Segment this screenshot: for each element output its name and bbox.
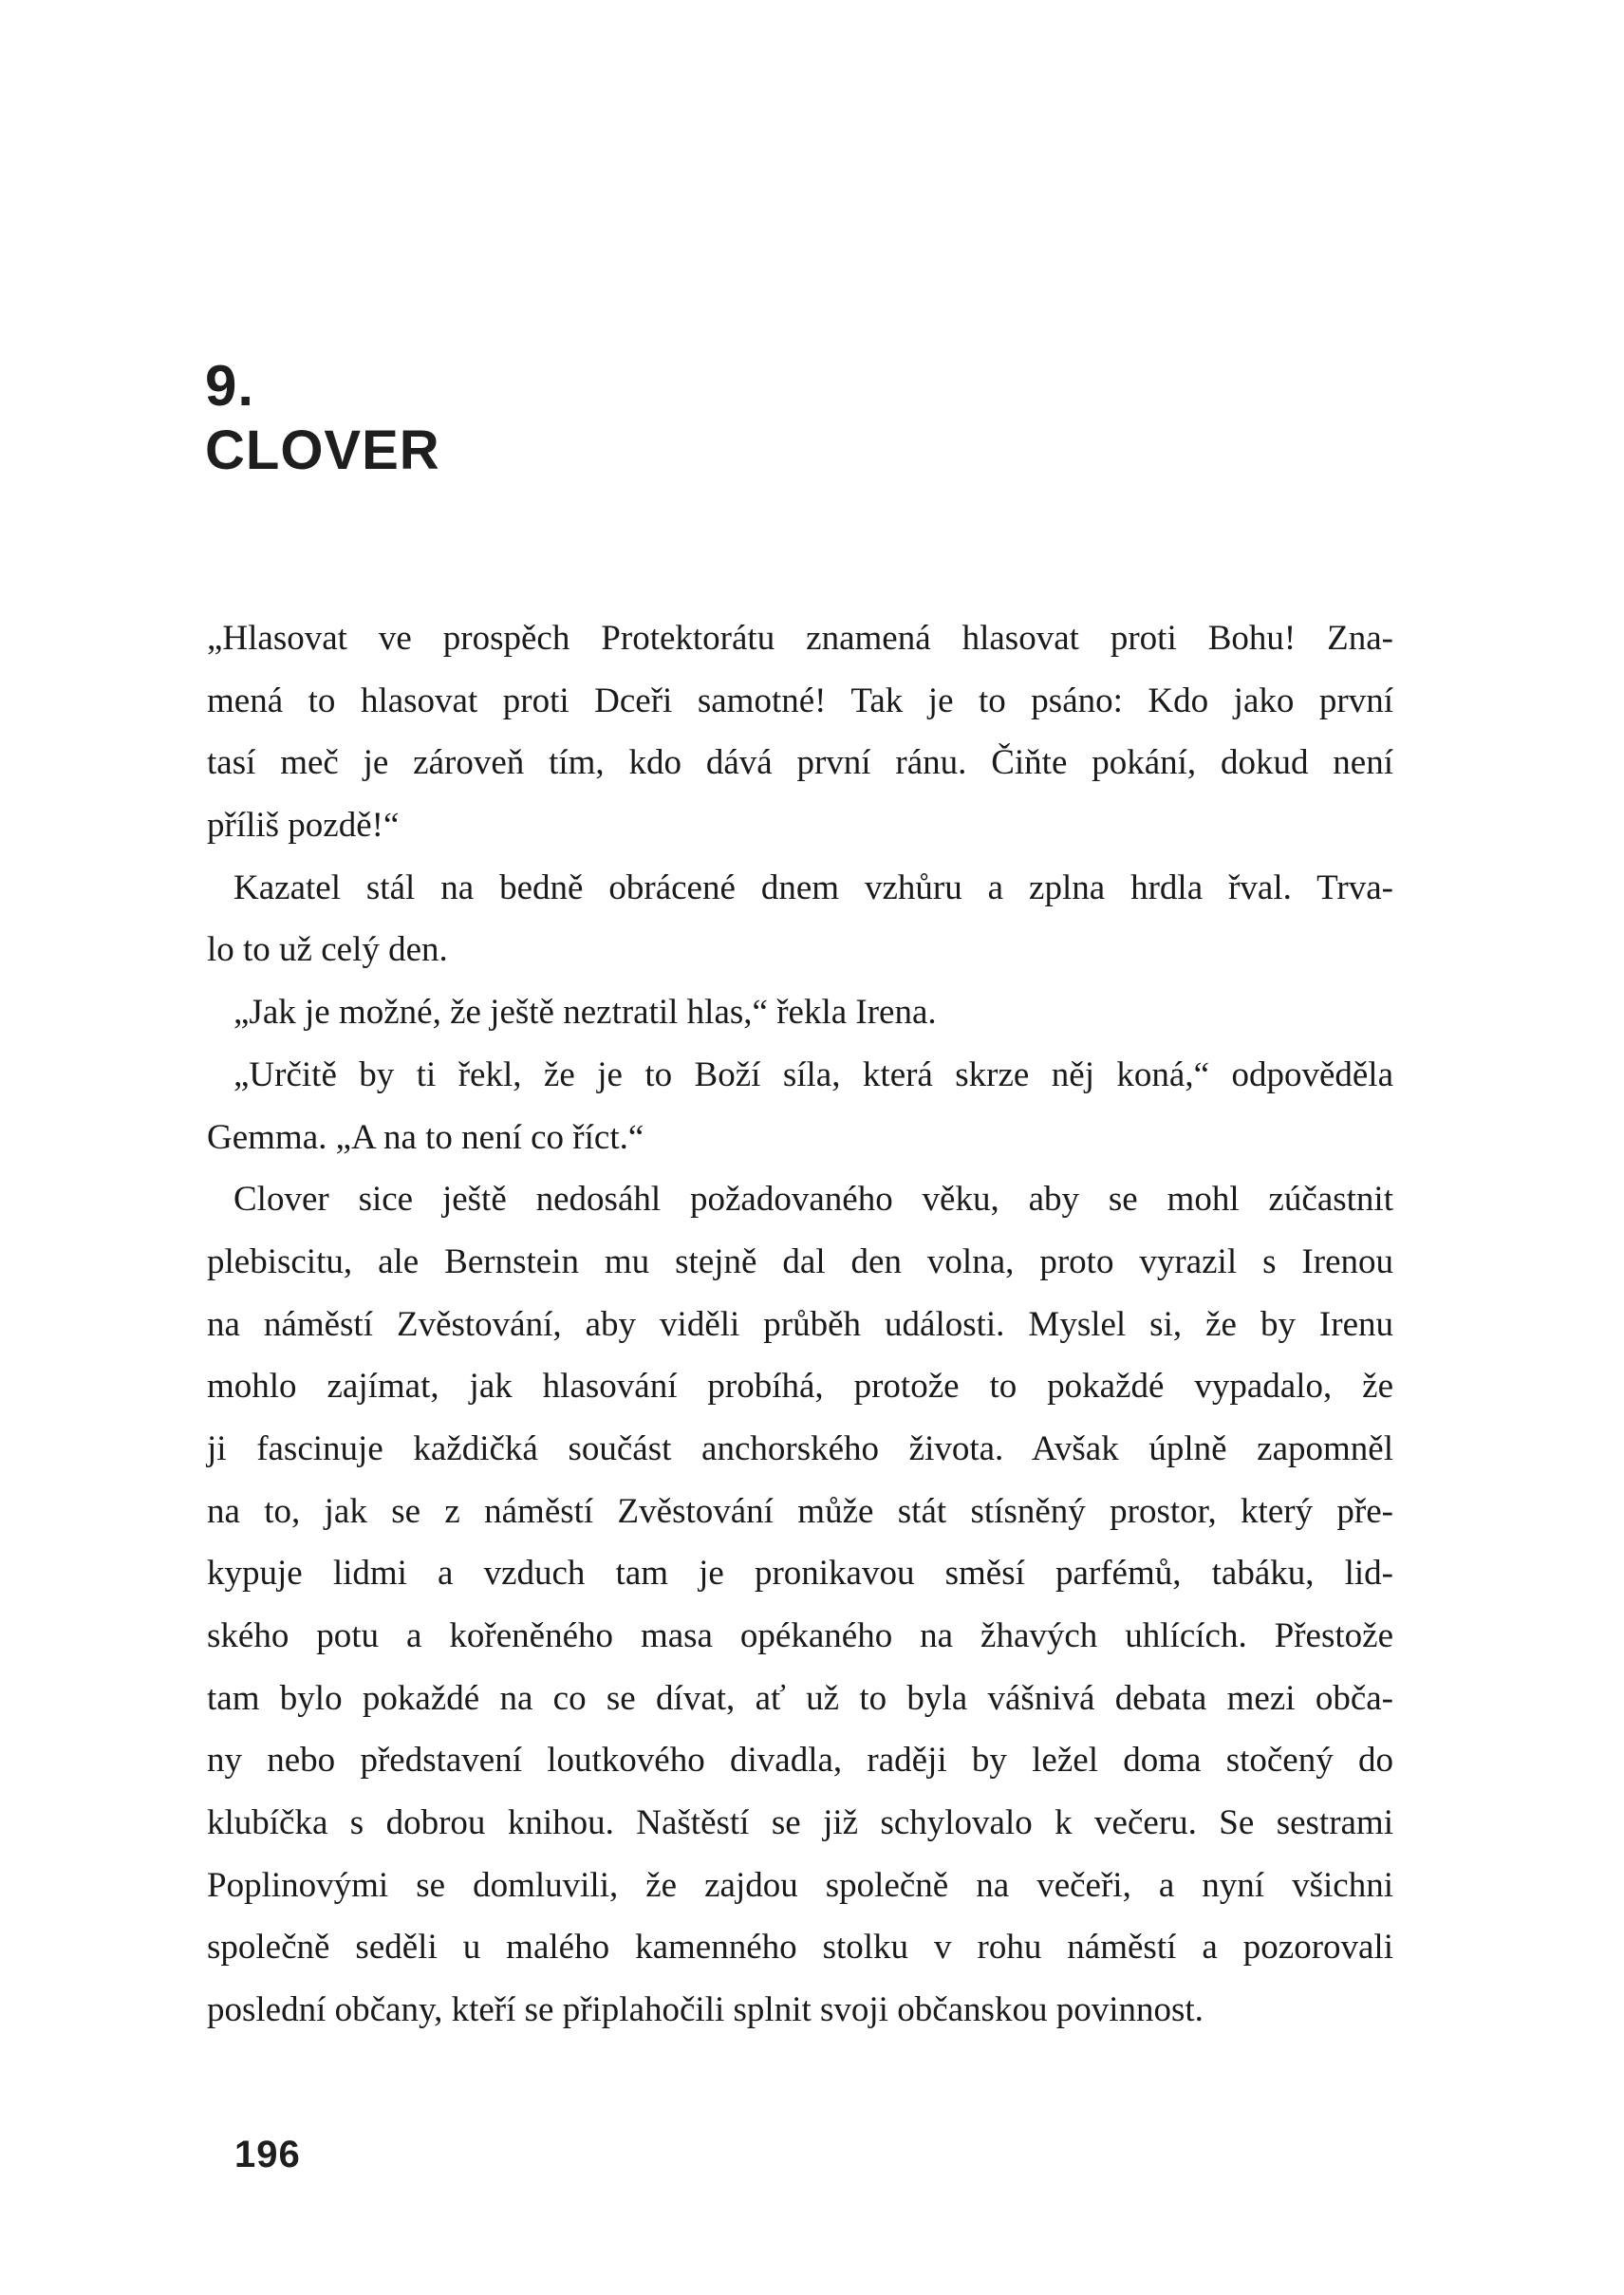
text-line: klubíčka s dobrou knihou. Naštěstí se již schylovalo k večeru. Se sestrami [207, 1803, 1393, 1843]
text-line: na to, jak se z náměstí Zvěstování může stát stísněný prostor, který pře- [207, 1491, 1393, 1531]
text-line: ji fascinuje každičká součást anchorského života. Avšak úplně zapomněl [207, 1428, 1393, 1468]
text-line: Poplinovými se domluvili, že zajdou společně na večeři, a nyní všichni [207, 1865, 1393, 1905]
text-line: společně seděli u malého kamenného stolku v rohu náměstí a pozorovali [207, 1928, 1393, 1968]
text-line: „Hlasovat ve prospěch Protektorátu znamená hlasovat proti Bohu! Zna- [207, 619, 1393, 658]
text-line: mená to hlasovat proti Dceři samotné! Tak je to psáno: Kdo jako první [207, 681, 1393, 720]
text-line: plebiscitu, ale Bernstein mu stejně dal den volna, proto vyrazil s Irenou [207, 1241, 1393, 1281]
text-line: ského potu a kořeněného masa opékaného na žhavých uhlících. Přestože [207, 1616, 1393, 1655]
text-line: příliš pozdě!“ [207, 806, 400, 846]
text-line: ny nebo představení loutkového divadla, raději by ležel doma stočený do [207, 1741, 1393, 1781]
text-line: na náměstí Zvěstování, aby viděli průběh události. Myslel si, že by Irenu [207, 1304, 1393, 1344]
text-line: Clover sice ještě nedosáhl požadovaného věku, aby se mohl zúčastnit [233, 1180, 1393, 1220]
text-line: „Určitě by ti řekl, že je to Boží síla, která skrze něj koná,“ odpověděla [233, 1054, 1393, 1094]
text-line: poslední občany, kteří se připlahočili splnit svoji občanskou povinnost. [207, 1990, 1204, 2030]
text-line: tam bylo pokaždé na co se dívat, ať už to byla vášnivá debata mezi obča- [207, 1678, 1393, 1718]
text-line: mohlo zajímat, jak hlasování probíhá, protože to pokaždé vypadalo, že [207, 1367, 1393, 1407]
text-line: tasí meč je zároveň tím, kdo dává první ránu. Čiňte pokání, dokud není [207, 743, 1393, 783]
text-line: lo to už celý den. [207, 930, 448, 970]
page-number: 196 [234, 2134, 301, 2175]
text-line: Kazatel stál na bedně obrácené dnem vzhůru a zplna hrdla řval. Trva- [233, 868, 1393, 907]
text-line: „Jak je možné, že ještě neztratil hlas,“ řekla Irena. [233, 993, 937, 1033]
chapter-title: CLOVER [205, 420, 440, 481]
text-line: kypuje lidmi a vzduch tam je pronikavou směsí parfémů, tabáku, lid- [207, 1554, 1393, 1594]
body-text [207, 607, 1393, 2042]
text-line: Gemma. „A na to není co říct.“ [207, 1117, 644, 1157]
chapter-number: 9. [205, 354, 255, 418]
